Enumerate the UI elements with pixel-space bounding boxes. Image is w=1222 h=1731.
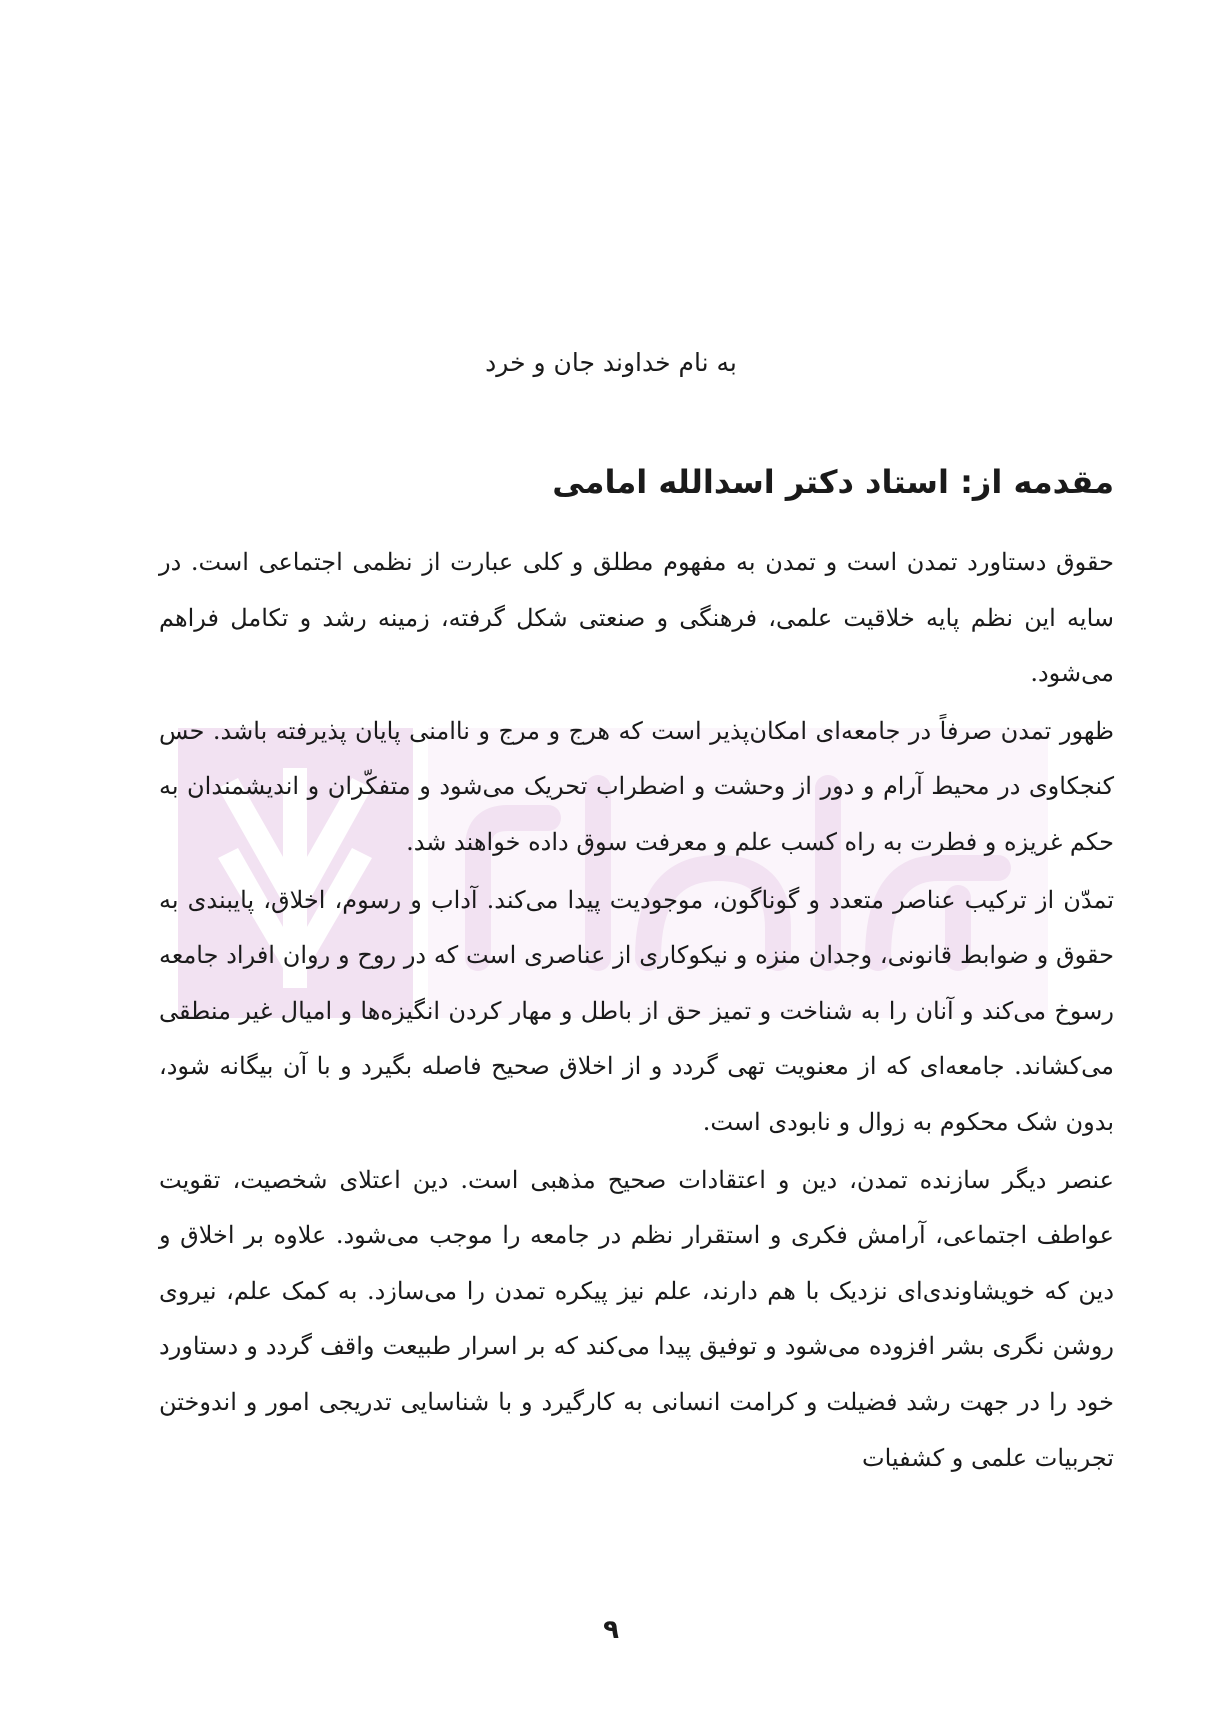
body-text: [159, 535, 1114, 1488]
section-heading: مقدمه از: استاد دکتر اسدالله امامی: [552, 463, 1114, 501]
paragraph-4: عنصر دیگر سازنده تمدن، دین و اعتقادات صحیح مذهبی است. دین اعتلای شخصیت، تقویت عواطف اجتماعی، آرامش فکری و استقرار نظم در جامعه را موجب می‌شود. علاوه بر اخلاق و دین که خویشاوندی‌ای نزدیک با هم دارند، علم نیز پیکره تمدن را می‌سازد. به کمک علم، نیروی روشن نگری بشر افزوده می‌شود و توفیق پیدا می‌کند که بر اسرار طبیعت واقف گردد و دستاورد خود را در جهت رشد فضیلت و کرامت انسانی به کارگیرد و با شناسایی تدریجی امور و اندوختن تجربیات علمی و کشفیات: [159, 1165, 1114, 1472]
paragraph-2: ظهور تمدن صرفاً در جامعه‌ای امکان‌پذیر است که هرج و مرج و ناامنی پایان پذیرفته باشد. حس کنجکاوی در محیط آرام و دور از وحشت و اضطراب تحریک می‌شود و متفکّران و اندیشمندان به حکم غریزه و فطرت به راه کسب علم و معرفت سوق داده خواهند شد.: [159, 716, 1114, 856]
paragraph-3: تمدّن از ترکیب عناصر متعدد و گوناگون، موجودیت پیدا می‌کند. آداب و رسوم، اخلاق، پایبندی به حقوق و ضوابط قانونی، وجدان منزه و نیکوکاری از عناصری است که در روح و روان افراد جامعه رسوخ می‌کند و آنان را به شناخت و تمیز حق از باطل و مهار کردن انگیزه‌ها و امیال غیر منطقی می‌کشاند. جامعه‌ای که از معنویت تهی گردد و از اخلاق صحیح فاصله بگیرد و با آن بیگانه شود، بدون شک محکوم به زوال و نابودی است.: [159, 885, 1115, 1136]
page-number: ۹: [603, 1615, 619, 1645]
paragraph-1: حقوق دستاورد تمدن است و تمدن به مفهوم مطلق و کلی عبارت از نظمی اجتماعی است. در سایه این نظم پایه خلاقیت علمی، فرهنگی و صنعتی شکل گرفته، زمینه رشد و تکامل فراهم می‌شود.: [159, 548, 1114, 688]
basmala-line: به نام خداوند جان و خرد: [485, 348, 737, 377]
